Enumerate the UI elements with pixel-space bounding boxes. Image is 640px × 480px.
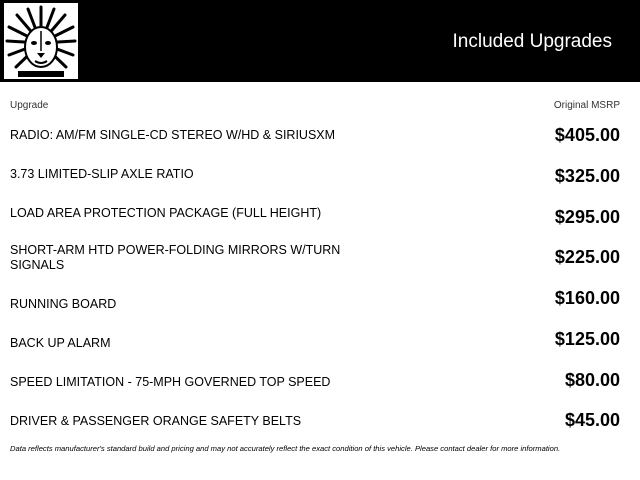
upgrade-item-label: LOAD AREA PROTECTION PACKAGE (FULL HEIGHT): [10, 206, 322, 220]
upgrade-item-price: $405.00: [554, 125, 620, 145]
upgrade-column-header: Upgrade: [10, 100, 49, 111]
upgrade-item-price: $45.00: [564, 410, 620, 430]
lion-logo-icon: [4, 3, 78, 79]
upgrade-item-price: $80.00: [564, 370, 620, 390]
upgrade-item-label: DRIVER & PASSENGER ORANGE SAFETY BELTS: [10, 414, 302, 428]
upgrade-item-label: SHORT-ARM HTD POWER-FOLDING MIRRORS W/TURN SIGNALS: [10, 243, 341, 272]
upgrade-item-label: SPEED LIMITATION - 75-MPH GOVERNED TOP SPEED: [10, 375, 331, 389]
upgrade-item-label: 3.73 LIMITED-SLIP AXLE RATIO: [10, 167, 194, 181]
upgrade-item-price: $160.00: [554, 288, 620, 308]
upgrade-item-price: $125.00: [554, 329, 620, 349]
upgrade-item-label: BACK UP ALARM: [10, 336, 111, 350]
upgrade-item-price: $225.00: [554, 247, 620, 267]
disclaimer-text: Data reflects manufacturer's standard build and pricing and may not accurately reflect the exact condition of this vehicle. Please contact dealer for more information.: [10, 444, 561, 453]
upgrade-item-price: $295.00: [554, 207, 620, 227]
msrp-column-header: Original MSRP: [553, 100, 620, 111]
upgrade-item-label: RADIO: AM/FM SINGLE-CD STEREO W/HD & SIRIUSXM: [10, 128, 336, 142]
page-title: Included Upgrades: [452, 31, 612, 52]
header-bar: [0, 0, 640, 82]
upgrade-item-price: $325.00: [554, 166, 620, 186]
dealer-logo: [4, 3, 78, 79]
upgrade-item-label: RUNNING BOARD: [10, 297, 117, 311]
